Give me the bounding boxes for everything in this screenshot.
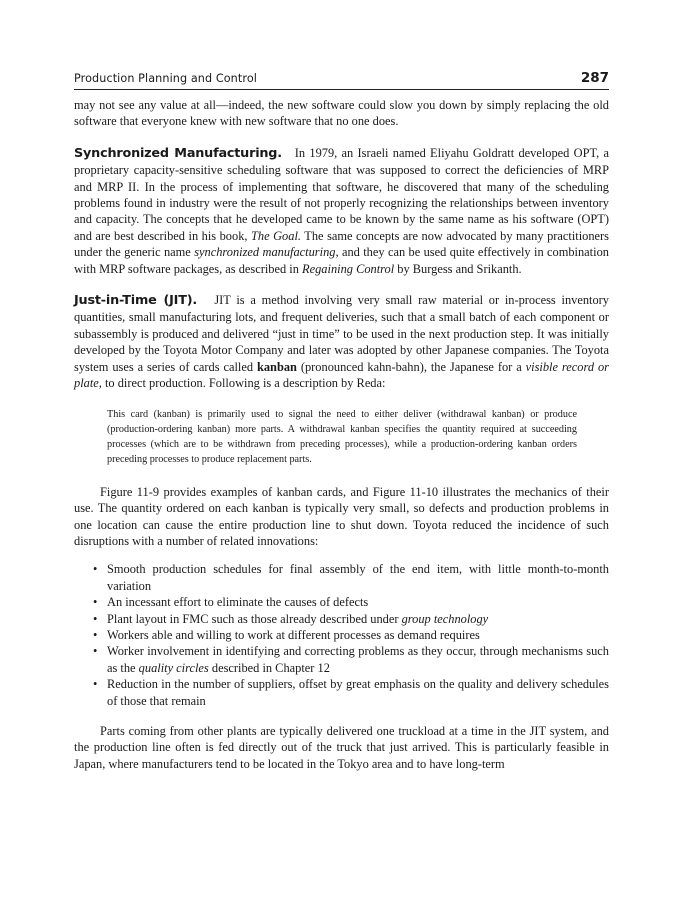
list-item [93, 627, 609, 643]
list-item [93, 611, 609, 627]
term-synchronized-manufacturing: synchronized manufacturing, [194, 245, 339, 260]
sync-text-2: The same concepts are now advocated by many practitioners under the generic name [74, 228, 609, 260]
term-kanban: kanban [256, 359, 297, 374]
list-item-text: An incessant effort to eliminate the causes of defects [107, 595, 369, 610]
just-in-time-paragraph [74, 292, 609, 391]
list-item-text: Smooth production schedules for final assembly of the end item, with little month-to-month variation [107, 562, 609, 593]
list-item-text: Workers able and willing to work at different processes as demand requires [107, 627, 480, 642]
list-item-text: Plant layout in FMC such as those already described under [107, 611, 399, 626]
innovations-list [74, 561, 609, 709]
jit-text-2: (pronounced kahn-bahn), the Japanese for a [300, 359, 522, 374]
synchronized-manufacturing-heading: Synchronized Manufacturing. [74, 145, 282, 161]
continued-paragraph: may not see any value at all—indeed, the new software could slow you down by simply replacing the old software that everyone knew with new software that no one does. [74, 98, 609, 129]
figure-reference-paragraph: Figure 11-9 provides examples of kanban cards, and Figure 11-10 illustrates the mechanics of their use. The quantity ordered on each kanban is typically very small, so defects and production problems in one location can cause the entire production line to shut down. Toyota reduced the incidence of such disruptions with a number of related innovations: [74, 484, 609, 548]
sync-text-1: In 1979, an Israeli named Eliyahu Goldratt developed OPT, a proprietary capacity-sensitive scheduling software that was supposed to correct the deficiencies of MRP and MRP II. In the process of implementing that software, he discovered that many of the scheduling problems found in industry were the result of not properly recognizing the relationships between inventory and capacity. The concepts that he developed came to be known by the same name as his software (OPT) and are best described in his book, [74, 145, 609, 243]
just-in-time-heading: Just-in-Time (JIT). [74, 293, 198, 309]
sync-text-4: by Burgess and Srikanth. [397, 261, 522, 276]
book-page [74, 70, 609, 772]
list-item [93, 594, 609, 610]
list-item-text: Worker involvement in identifying and correcting problems as they occur, through mechanisms such as the [107, 644, 609, 675]
running-header [74, 70, 609, 90]
list-item [93, 561, 609, 594]
book-title-regaining-control: Regaining Control [302, 261, 395, 276]
sync-text-3: and they can be used quite effectively in combination with MRP software packages, as described in [74, 245, 609, 276]
page-number: 287 [580, 70, 609, 86]
bullet-icon: • [93, 611, 98, 626]
list-item-text: Reduction in the number of suppliers, offset by great emphasis on the quality and delivery schedules of those that remain [107, 677, 609, 708]
term-visible-record: visible record or plate, [74, 359, 609, 391]
list-item [93, 676, 609, 709]
list-item-text: described in Chapter 12 [211, 660, 330, 675]
synchronized-manufacturing-paragraph [74, 145, 609, 277]
jit-text-3: to direct production. Following is a description by Reda: [104, 376, 386, 391]
bullet-icon: • [93, 562, 98, 577]
list-item [93, 643, 609, 676]
jit-delivery-paragraph: Parts coming from other plants are typically delivered one truckload at a time in the JIT system, and the production line often is fed directly out of the truck that just arrived. This is particularly feasible in Japan, where manufacturers tend to be located in the Tokyo area and to have long-term [74, 723, 609, 771]
jit-text-1: JIT is a method involving very small raw material or in-process inventory quantities, small manufacturing lots, and frequent deliveries, such that a small batch of each component or subassembly is produced and delivered “just in time” to be used in the next production step. It was initially developed by the Toyota Motor Company and later was adopted by other Japanese companies. The Toyota system uses a series of cards called [74, 293, 609, 374]
bullet-icon: • [93, 595, 98, 610]
chapter-title: Production Planning and Control [74, 72, 257, 85]
bullet-icon: • [93, 677, 98, 692]
bullet-icon: • [93, 644, 98, 659]
bullet-icon: • [93, 627, 98, 642]
term-quality-circles: quality circles [138, 660, 209, 675]
reda-quote: This card (kanban) is primarily used to signal the need to either deliver (withdrawal kanban) or produce (production-ordering kanban) more parts. A withdrawal kanban specifies the quantity required at succeeding processes (which are to be withdrawn from preceding processes), while a production-ordering kanban orders preceding processes to produce replacement parts. [107, 408, 577, 466]
term-group-technology: group technology [401, 611, 489, 626]
book-title-the-goal: The Goal. [251, 228, 301, 243]
